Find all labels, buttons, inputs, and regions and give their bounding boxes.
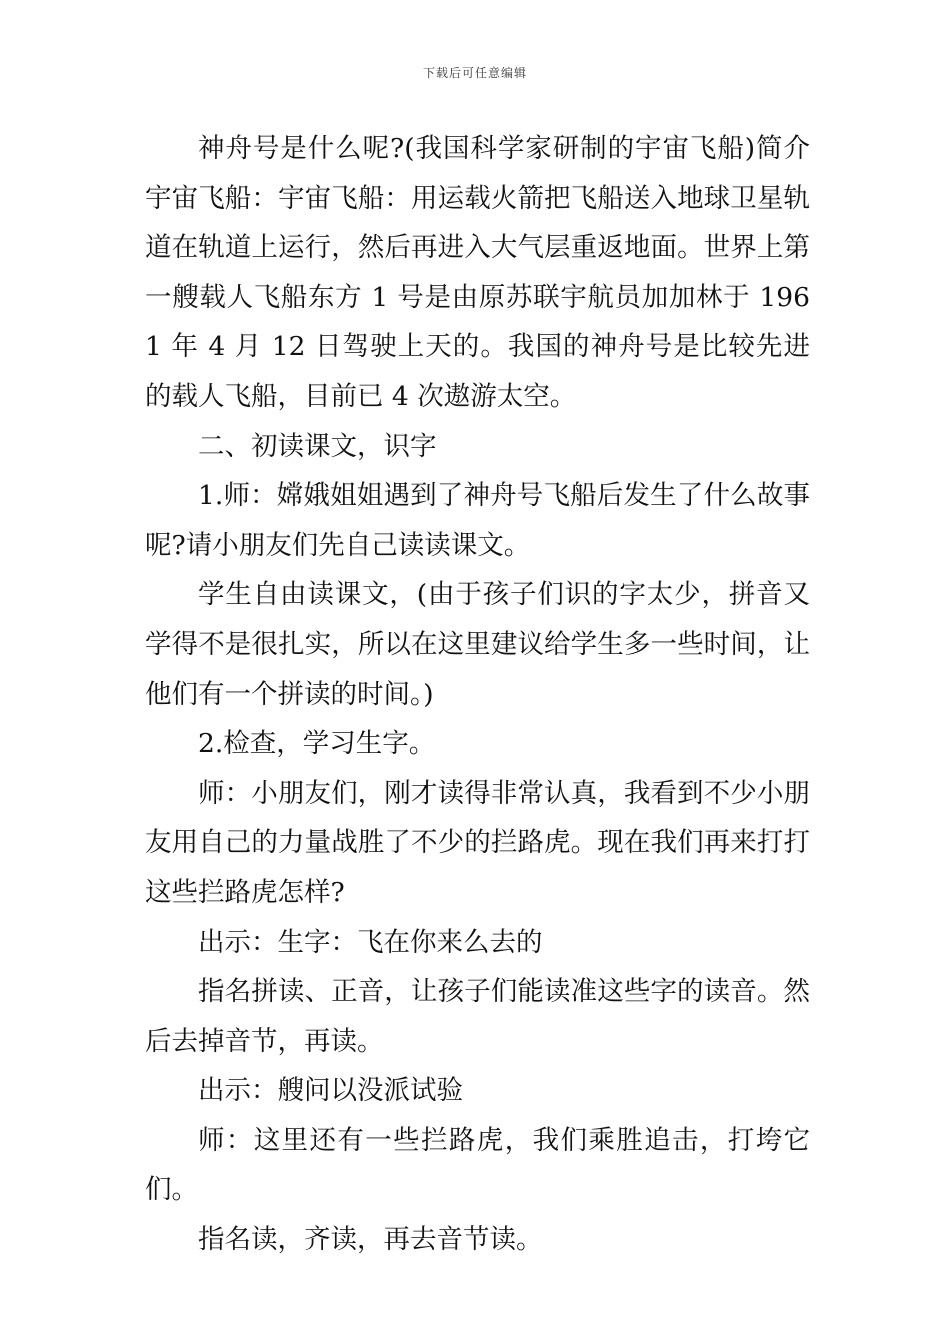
paragraph-shenzhou-intro: 神舟号是什么呢?(我国科学家研制的宇宙飞船)简介宇宙飞船：宇宙飞船：用运载火箭把飞船送入地球卫星轨道在轨道上运行，然后再进入大气层重返地面。世界上第一艘载人飞船东方 1 号是由原苏联宇航员加加林于 1961 年 4 月 12 日驾驶上天的。我国的神舟号是比较先进的载人飞船，目前已 4 次遨游太空。 [145,133,810,412]
section-heading-first-reading: 二、初读课文，识字 [198,430,437,462]
document-body [145,124,810,1265]
page-header-note: 下载后可任意编辑 [422,66,527,80]
paragraph-show-characters-2: 出示：艘问以没派试验 [198,1075,463,1107]
paragraph-reading-practice: 指名读，齐读，再去音节读。 [198,1224,543,1256]
paragraph-teacher-question: 1.师：嫦娥姐姐遇到了神舟号飞船后发生了什么故事呢?请小朋友们先自己读读课文。 [145,480,810,561]
paragraph-check-characters: 2.检查，学习生字。 [198,728,436,760]
paragraph-teacher-praise: 师：小朋友们，刚才读得非常认真，我看到不少小朋友用自己的力量战胜了不少的拦路虎。现在我们再来打打这些拦路虎怎样? [145,777,810,908]
paragraph-pinyin-reading: 指名拼读、正音，让孩子们能读准这些字的读音。然后去掉音节，再读。 [145,976,810,1057]
paragraph-teacher-pursuit: 师：这里还有一些拦路虎，我们乘胜追击，打垮它们。 [145,1124,810,1206]
paragraph-free-reading: 学生自由读课文，(由于孩子们识的字太少，拼音又学得不是很扎实，所以在这里建议给学生多一些时间，让他们有一个拼读的时间。) [145,579,810,710]
paragraph-show-characters-1: 出示：生字：飞在你来么去的 [198,926,543,958]
